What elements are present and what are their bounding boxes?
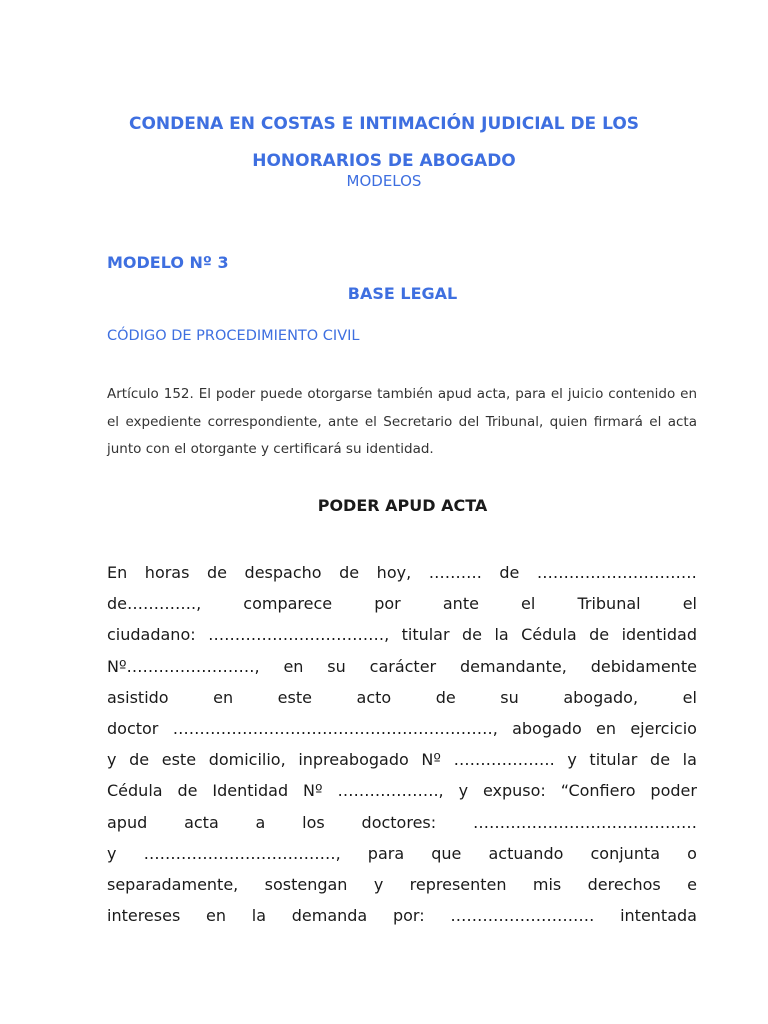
body-line: Nº……………………, en su carácter demandante, debidamente: [107, 656, 697, 676]
document-subtitle: MODELOS: [346, 172, 422, 190]
poder-heading: PODER APUD ACTA: [317, 496, 488, 515]
body-line: intereses en la demanda por: ……………………… intentada: [107, 906, 697, 926]
article-paragraph: Artículo 152. El poder puede otorgarse también apud acta, para el juicio contenido en el expediente correspondiente, ante el Secretario del Tribunal, quien firmará el acta junto con el otorgante y certificará su identidad.: [107, 386, 697, 457]
body-line: asistido en este acto de su abogado, el: [107, 687, 697, 707]
body-line: Cédula de Identidad Nº ………………., y expuso: “Confiero poder: [107, 781, 697, 801]
body-line: de…………., comparece por ante el Tribunal el: [107, 594, 697, 614]
title-line-1: CONDENA EN COSTAS E INTIMACIÓN JUDICIAL DE LOS: [128, 114, 640, 134]
body-line: ciudadano: ……………………………, titular de la Cédula de identidad: [107, 625, 697, 645]
body-line: y ………………………………, para que actuando conjunta o: [107, 843, 697, 863]
base-legal-heading: BASE LEGAL: [347, 284, 458, 303]
body-line: y de este domicilio, inpreabogado Nº ………………. y titular de la: [107, 750, 697, 770]
code-name: CÓDIGO DE PROCEDIMIENTO CIVIL: [107, 328, 360, 344]
body-line: doctor ……………………………………………………, abogado en ejercicio: [107, 718, 697, 738]
poder-body: [107, 557, 697, 931]
body-line: En horas de despacho de hoy, ………. de …………………………: [107, 563, 697, 582]
body-line: apud acta a los doctores: ……………………………………: [107, 812, 697, 832]
body-line: separadamente, sostengan y representen mis derechos e: [107, 874, 697, 894]
document-title: [0, 106, 768, 180]
model-number: MODELO Nº 3: [107, 253, 229, 272]
title-line-2: HONORARIOS DE ABOGADO: [252, 151, 516, 171]
